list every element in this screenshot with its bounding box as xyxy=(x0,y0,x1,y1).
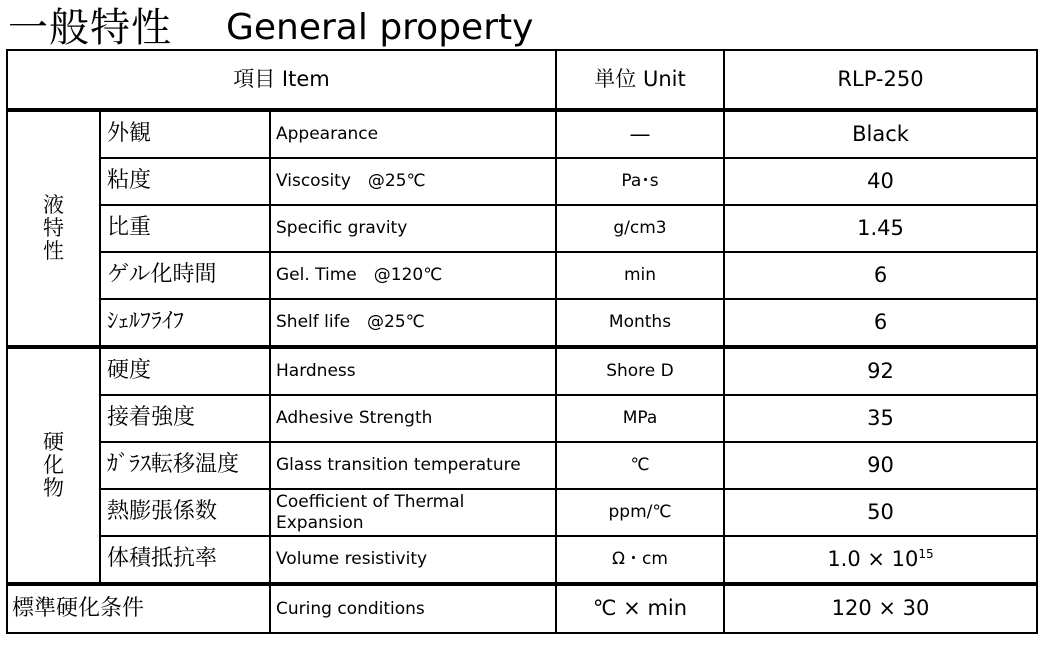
table-row xyxy=(7,536,1037,584)
row-value: 6 xyxy=(724,299,1037,347)
property-table xyxy=(6,49,1038,634)
row-label-en: Specific gravity xyxy=(270,205,556,252)
title-english: General property xyxy=(226,7,534,48)
curing-label-en: Curing conditions xyxy=(270,584,556,633)
row-label-en: Hardness xyxy=(270,347,556,395)
row-label-en: Viscosity @25℃ xyxy=(270,158,556,205)
row-label-jp: ｼｪﾙﾌﾗｲﾌ xyxy=(100,299,270,347)
row-unit: — xyxy=(556,110,724,158)
row-value: Black xyxy=(724,110,1037,158)
table-row xyxy=(7,205,1037,252)
table-row-curing xyxy=(7,584,1037,633)
row-value: 1.45 xyxy=(724,205,1037,252)
row-value: 6 xyxy=(724,252,1037,299)
row-label-jp: 体積抵抗率 xyxy=(100,536,270,584)
value-exponent: 15 xyxy=(918,546,934,561)
row-label-en: Coefficient of Thermal Expansion xyxy=(270,489,556,536)
row-label-jp: 比重 xyxy=(100,205,270,252)
row-label-en: Appearance xyxy=(270,110,556,158)
table-row xyxy=(7,347,1037,395)
group-label-liquid: 液 特 性 xyxy=(7,110,100,347)
row-unit: g/cm3 xyxy=(556,205,724,252)
header-item: 項目 Item xyxy=(7,50,556,110)
row-unit: ℃ xyxy=(556,442,724,489)
row-unit: min xyxy=(556,252,724,299)
row-unit: Pa･s xyxy=(556,158,724,205)
title-japanese: 一般特性 xyxy=(8,5,172,51)
row-unit: Ω・cm xyxy=(556,536,724,584)
row-unit: Shore D xyxy=(556,347,724,395)
curing-unit: ℃ × min xyxy=(556,584,724,633)
row-value: 40 xyxy=(724,158,1037,205)
curing-label-jp: 標準硬化条件 xyxy=(7,584,270,633)
row-label-jp: 外観 xyxy=(100,110,270,158)
group-label-cured: 硬 化 物 xyxy=(7,347,100,584)
row-value: 92 xyxy=(724,347,1037,395)
table-row xyxy=(7,299,1037,347)
header-product: RLP-250 xyxy=(724,50,1037,110)
row-label-en: Shelf life @25℃ xyxy=(270,299,556,347)
row-label-jp: ｶﾞﾗｽ転移温度 xyxy=(100,442,270,489)
row-label-en: Gel. Time @120℃ xyxy=(270,252,556,299)
row-label-jp: 粘度 xyxy=(100,158,270,205)
table-row xyxy=(7,489,1037,536)
row-unit: Months xyxy=(556,299,724,347)
row-label-jp: 熱膨張係数 xyxy=(100,489,270,536)
curing-value: 120 × 30 xyxy=(724,584,1037,633)
row-label-en: Glass transition temperature xyxy=(270,442,556,489)
table-row xyxy=(7,395,1037,442)
table-row xyxy=(7,442,1037,489)
row-value: 90 xyxy=(724,442,1037,489)
row-value: 35 xyxy=(724,395,1037,442)
row-value xyxy=(724,536,1037,584)
table-row xyxy=(7,252,1037,299)
row-unit: ppm/℃ xyxy=(556,489,724,536)
value-base: 1.0 × 10 xyxy=(827,546,919,571)
row-label-en: Volume resistivity xyxy=(270,536,556,584)
header-row xyxy=(7,50,1037,110)
row-label-en: Adhesive Strength xyxy=(270,395,556,442)
table-row xyxy=(7,158,1037,205)
row-value: 50 xyxy=(724,489,1037,536)
header-unit: 単位 Unit xyxy=(556,50,724,110)
row-label-jp: ゲル化時間 xyxy=(100,252,270,299)
row-label-jp: 接着強度 xyxy=(100,395,270,442)
row-unit: MPa xyxy=(556,395,724,442)
row-label-jp: 硬度 xyxy=(100,347,270,395)
table-row xyxy=(7,110,1037,158)
page-title xyxy=(8,4,533,50)
